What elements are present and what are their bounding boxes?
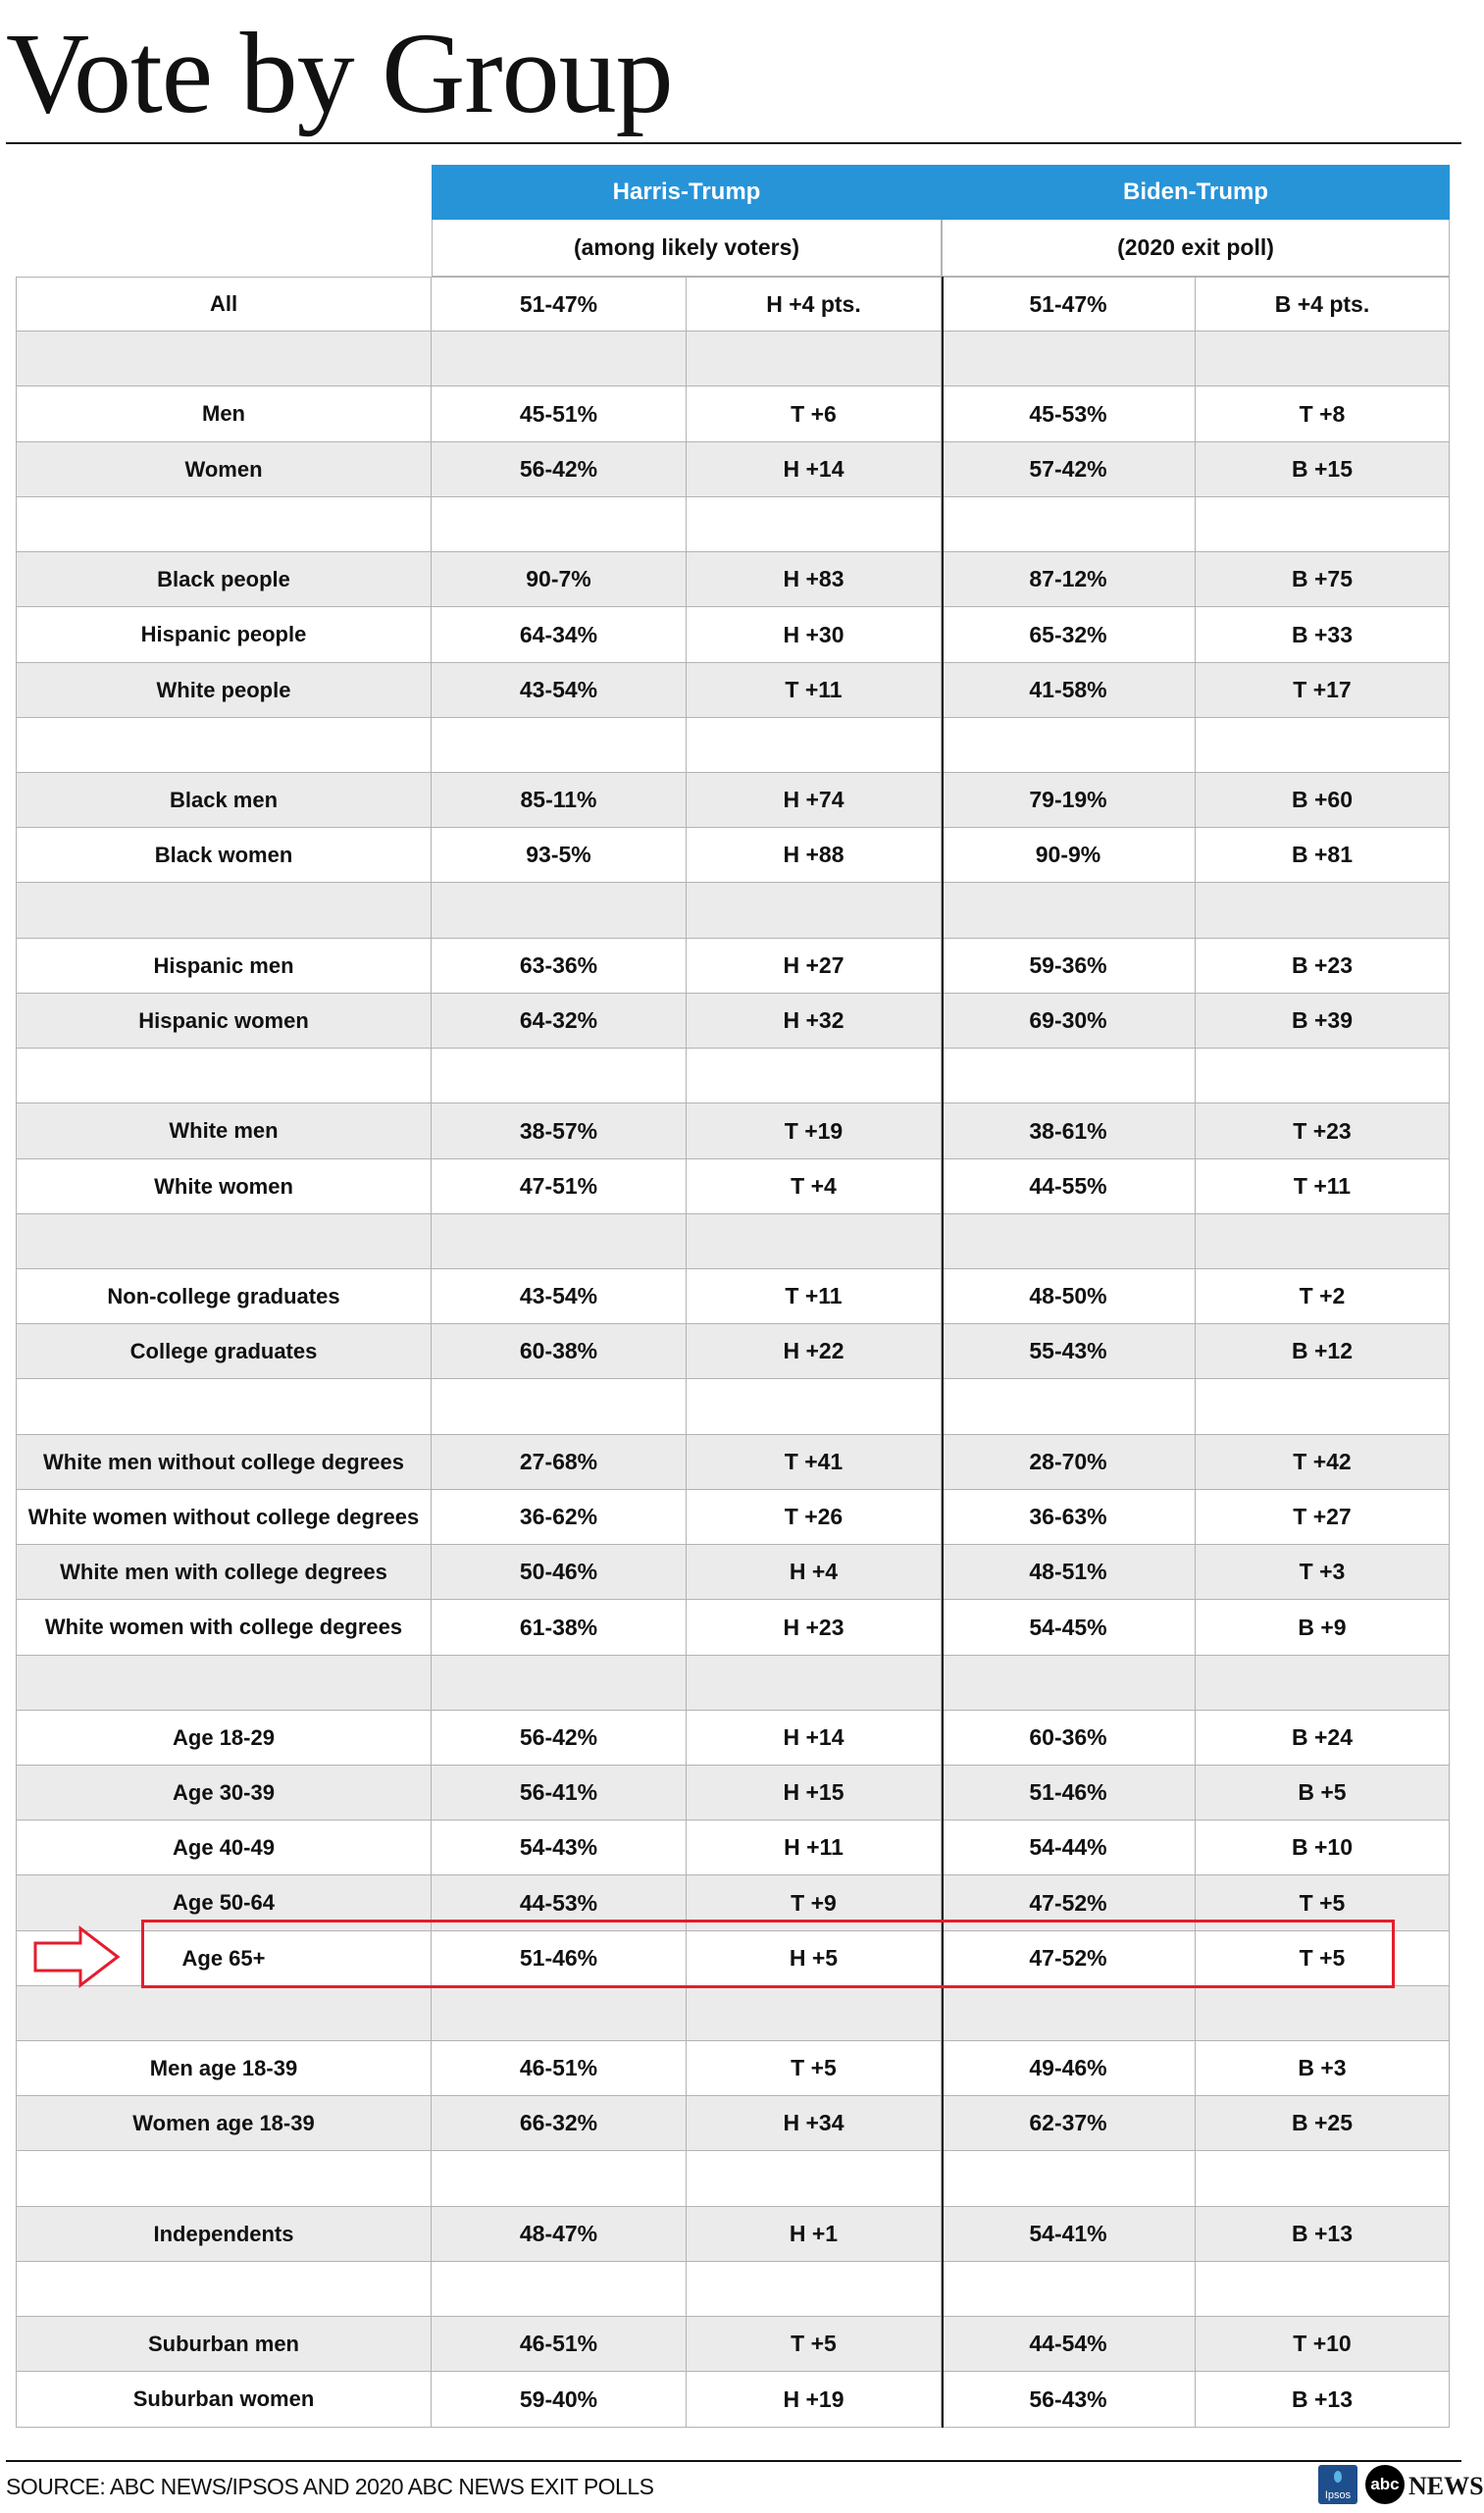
- spacer-cell: [432, 1656, 687, 1711]
- spacer-cell: [432, 883, 687, 939]
- harris-trump-margin: H +74: [687, 773, 942, 828]
- row-label: White women: [16, 1159, 432, 1214]
- harris-trump-share: 36-62%: [432, 1490, 687, 1545]
- row-label: Age 30-39: [16, 1766, 432, 1821]
- biden-trump-margin: T +23: [1196, 1103, 1450, 1159]
- abc-logo: abc: [1365, 2465, 1405, 2504]
- spacer-cell: [687, 1379, 942, 1435]
- harris-trump-margin: H +4 pts.: [687, 277, 942, 332]
- row-label: Men: [16, 386, 432, 442]
- row-label: Hispanic people: [16, 607, 432, 663]
- row-label: White people: [16, 663, 432, 718]
- harris-trump-share: 46-51%: [432, 2317, 687, 2372]
- harris-trump-margin: T +6: [687, 386, 942, 442]
- biden-trump-margin: B +13: [1196, 2207, 1450, 2262]
- biden-trump-margin: T +5: [1196, 1931, 1450, 1986]
- biden-trump-margin: T +27: [1196, 1490, 1450, 1545]
- row-label: Women: [16, 442, 432, 497]
- biden-trump-margin: T +3: [1196, 1545, 1450, 1600]
- biden-trump-margin: T +17: [1196, 663, 1450, 718]
- spacer-cell: [432, 2151, 687, 2207]
- harris-trump-margin: T +5: [687, 2041, 942, 2096]
- row-label: Suburban men: [16, 2317, 432, 2372]
- spacer-cell: [16, 2262, 432, 2317]
- harris-trump-share: 46-51%: [432, 2041, 687, 2096]
- biden-trump-margin: B +12: [1196, 1324, 1450, 1379]
- biden-trump-margin: T +5: [1196, 1875, 1450, 1931]
- spacer-cell: [16, 1049, 432, 1103]
- harris-trump-share: 56-41%: [432, 1766, 687, 1821]
- spacer-cell: [687, 497, 942, 552]
- harris-trump-share: 51-46%: [432, 1931, 687, 1986]
- harris-trump-share: 54-43%: [432, 1821, 687, 1875]
- biden-trump-share: 69-30%: [942, 994, 1196, 1049]
- spacer-cell: [687, 1656, 942, 1711]
- spacer-cell: [942, 332, 1196, 386]
- biden-trump-margin: B +60: [1196, 773, 1450, 828]
- harris-trump-margin: T +26: [687, 1490, 942, 1545]
- news-logo: NEWS: [1408, 2472, 1484, 2500]
- biden-trump-share: 62-37%: [942, 2096, 1196, 2151]
- harris-trump-share: 64-32%: [432, 994, 687, 1049]
- harris-trump-share: 59-40%: [432, 2372, 687, 2428]
- harris-trump-margin: T +19: [687, 1103, 942, 1159]
- spacer-cell: [1196, 1379, 1450, 1435]
- biden-trump-margin: B +81: [1196, 828, 1450, 883]
- spacer-cell: [942, 2262, 1196, 2317]
- biden-trump-margin: B +3: [1196, 2041, 1450, 2096]
- biden-trump-share: 48-50%: [942, 1269, 1196, 1324]
- biden-trump-margin: B +9: [1196, 1600, 1450, 1656]
- spacer-cell: [687, 2151, 942, 2207]
- biden-trump-margin: B +25: [1196, 2096, 1450, 2151]
- row-label: All: [16, 277, 432, 332]
- spacer-cell: [16, 1214, 432, 1269]
- spacer-cell: [687, 1214, 942, 1269]
- spacer-cell: [687, 2262, 942, 2317]
- column-group-divider: [942, 277, 944, 2428]
- spacer-cell: [16, 1986, 432, 2041]
- harris-trump-share: 51-47%: [432, 277, 687, 332]
- harris-trump-margin: H +14: [687, 1711, 942, 1766]
- biden-trump-margin: B +13: [1196, 2372, 1450, 2428]
- harris-trump-margin: T +11: [687, 1269, 942, 1324]
- subheader-exit-poll: (2020 exit poll): [942, 220, 1450, 277]
- row-label: Age 40-49: [16, 1821, 432, 1875]
- harris-trump-share: 45-51%: [432, 386, 687, 442]
- spacer-cell: [432, 1379, 687, 1435]
- spacer-cell: [687, 718, 942, 773]
- biden-trump-margin: B +15: [1196, 442, 1450, 497]
- biden-trump-share: 44-55%: [942, 1159, 1196, 1214]
- biden-trump-share: 54-45%: [942, 1600, 1196, 1656]
- harris-trump-share: 60-38%: [432, 1324, 687, 1379]
- spacer-cell: [942, 1049, 1196, 1103]
- row-label: White women without college degrees: [16, 1490, 432, 1545]
- biden-trump-margin: B +24: [1196, 1711, 1450, 1766]
- biden-trump-share: 79-19%: [942, 773, 1196, 828]
- biden-trump-margin: B +4 pts.: [1196, 277, 1450, 332]
- row-label: Non-college graduates: [16, 1269, 432, 1324]
- biden-trump-share: 59-36%: [942, 939, 1196, 994]
- biden-trump-share: 54-41%: [942, 2207, 1196, 2262]
- biden-trump-share: 56-43%: [942, 2372, 1196, 2428]
- harris-trump-share: 64-34%: [432, 607, 687, 663]
- row-label: Men age 18-39: [16, 2041, 432, 2096]
- row-label: Black men: [16, 773, 432, 828]
- spacer-cell: [942, 2151, 1196, 2207]
- header-biden-trump: Biden-Trump: [942, 165, 1450, 220]
- harris-trump-share: 56-42%: [432, 442, 687, 497]
- harris-trump-margin: T +11: [687, 663, 942, 718]
- spacer-cell: [687, 883, 942, 939]
- spacer-cell: [432, 497, 687, 552]
- source-note: SOURCE: ABC NEWS/IPSOS AND 2020 ABC NEWS EXIT POLLS: [6, 2474, 654, 2499]
- row-label: Black people: [16, 552, 432, 607]
- spacer-cell: [16, 2151, 432, 2207]
- harris-trump-margin: T +9: [687, 1875, 942, 1931]
- biden-trump-margin: T +11: [1196, 1159, 1450, 1214]
- harris-trump-margin: H +34: [687, 2096, 942, 2151]
- spacer-cell: [1196, 1214, 1450, 1269]
- harris-trump-share: 43-54%: [432, 663, 687, 718]
- spacer-cell: [432, 332, 687, 386]
- harris-trump-margin: H +22: [687, 1324, 942, 1379]
- harris-trump-share: 43-54%: [432, 1269, 687, 1324]
- harris-trump-margin: H +4: [687, 1545, 942, 1600]
- row-label: White men without college degrees: [16, 1435, 432, 1490]
- biden-trump-share: 47-52%: [942, 1875, 1196, 1931]
- harris-trump-share: 47-51%: [432, 1159, 687, 1214]
- spacer-cell: [1196, 2151, 1450, 2207]
- row-label: Age 50-64: [16, 1875, 432, 1931]
- harris-trump-margin: T +4: [687, 1159, 942, 1214]
- biden-trump-margin: B +10: [1196, 1821, 1450, 1875]
- row-label: White men with college degrees: [16, 1545, 432, 1600]
- harris-trump-share: 44-53%: [432, 1875, 687, 1931]
- spacer-cell: [1196, 1986, 1450, 2041]
- harris-trump-margin: H +88: [687, 828, 942, 883]
- biden-trump-share: 65-32%: [942, 607, 1196, 663]
- spacer-cell: [16, 1379, 432, 1435]
- harris-trump-margin: T +41: [687, 1435, 942, 1490]
- spacer-cell: [942, 497, 1196, 552]
- biden-trump-margin: T +2: [1196, 1269, 1450, 1324]
- row-label: Suburban women: [16, 2372, 432, 2428]
- biden-trump-margin: T +10: [1196, 2317, 1450, 2372]
- spacer-cell: [432, 1214, 687, 1269]
- harris-trump-margin: H +27: [687, 939, 942, 994]
- biden-trump-share: 51-47%: [942, 277, 1196, 332]
- harris-trump-share: 90-7%: [432, 552, 687, 607]
- harris-trump-share: 48-47%: [432, 2207, 687, 2262]
- biden-trump-margin: B +39: [1196, 994, 1450, 1049]
- biden-trump-share: 54-44%: [942, 1821, 1196, 1875]
- spacer-cell: [1196, 497, 1450, 552]
- row-label: Age 65+: [16, 1931, 432, 1986]
- biden-trump-share: 49-46%: [942, 2041, 1196, 2096]
- harris-trump-margin: T +5: [687, 2317, 942, 2372]
- biden-trump-share: 45-53%: [942, 386, 1196, 442]
- biden-trump-share: 28-70%: [942, 1435, 1196, 1490]
- biden-trump-share: 60-36%: [942, 1711, 1196, 1766]
- header-harris-trump: Harris-Trump: [432, 165, 942, 220]
- biden-trump-share: 41-58%: [942, 663, 1196, 718]
- spacer-cell: [687, 1986, 942, 2041]
- ipsos-logo-text: Ipsos: [1324, 2489, 1352, 2501]
- biden-trump-share: 87-12%: [942, 552, 1196, 607]
- biden-trump-share: 55-43%: [942, 1324, 1196, 1379]
- spacer-cell: [687, 1049, 942, 1103]
- spacer-cell: [942, 1986, 1196, 2041]
- spacer-cell: [1196, 1049, 1450, 1103]
- spacer-cell: [16, 718, 432, 773]
- spacer-cell: [432, 2262, 687, 2317]
- harris-trump-margin: H +30: [687, 607, 942, 663]
- spacer-cell: [16, 883, 432, 939]
- biden-trump-share: 57-42%: [942, 442, 1196, 497]
- footer-rule: [6, 2460, 1461, 2462]
- harris-trump-share: 63-36%: [432, 939, 687, 994]
- page-title: Vote by Group: [6, 9, 673, 137]
- spacer-cell: [1196, 718, 1450, 773]
- harris-trump-share: 50-46%: [432, 1545, 687, 1600]
- ipsos-logo-mark: [1334, 2471, 1342, 2483]
- subheader-likely-voters: (among likely voters): [432, 220, 942, 277]
- biden-trump-margin: B +23: [1196, 939, 1450, 994]
- harris-trump-share: 27-68%: [432, 1435, 687, 1490]
- biden-trump-margin: T +42: [1196, 1435, 1450, 1490]
- biden-trump-share: 51-46%: [942, 1766, 1196, 1821]
- spacer-cell: [16, 1656, 432, 1711]
- harris-trump-margin: H +5: [687, 1931, 942, 1986]
- harris-trump-share: 93-5%: [432, 828, 687, 883]
- harris-trump-share: 56-42%: [432, 1711, 687, 1766]
- biden-trump-margin: B +33: [1196, 607, 1450, 663]
- biden-trump-margin: B +5: [1196, 1766, 1450, 1821]
- row-label: White men: [16, 1103, 432, 1159]
- spacer-cell: [16, 497, 432, 552]
- row-label: Independents: [16, 2207, 432, 2262]
- spacer-cell: [16, 332, 432, 386]
- spacer-cell: [687, 332, 942, 386]
- row-label: Age 18-29: [16, 1711, 432, 1766]
- ipsos-logo: [1318, 2465, 1357, 2504]
- row-label: Women age 18-39: [16, 2096, 432, 2151]
- biden-trump-share: 44-54%: [942, 2317, 1196, 2372]
- spacer-cell: [942, 1379, 1196, 1435]
- harris-trump-margin: H +19: [687, 2372, 942, 2428]
- spacer-cell: [432, 1049, 687, 1103]
- row-label: White women with college degrees: [16, 1600, 432, 1656]
- harris-trump-margin: H +23: [687, 1600, 942, 1656]
- harris-trump-margin: H +1: [687, 2207, 942, 2262]
- spacer-cell: [1196, 1656, 1450, 1711]
- row-label: Hispanic men: [16, 939, 432, 994]
- biden-trump-margin: T +8: [1196, 386, 1450, 442]
- spacer-cell: [942, 1214, 1196, 1269]
- spacer-cell: [942, 1656, 1196, 1711]
- highlight-arrow-icon: [33, 1925, 124, 1988]
- spacer-cell: [1196, 883, 1450, 939]
- biden-trump-share: 47-52%: [942, 1931, 1196, 1986]
- biden-trump-share: 48-51%: [942, 1545, 1196, 1600]
- harris-trump-share: 38-57%: [432, 1103, 687, 1159]
- highlight-box: [141, 1920, 1395, 1988]
- harris-trump-margin: H +15: [687, 1766, 942, 1821]
- spacer-cell: [942, 883, 1196, 939]
- spacer-cell: [1196, 2262, 1450, 2317]
- row-label: Black women: [16, 828, 432, 883]
- biden-trump-share: 38-61%: [942, 1103, 1196, 1159]
- row-label: College graduates: [16, 1324, 432, 1379]
- harris-trump-share: 85-11%: [432, 773, 687, 828]
- harris-trump-share: 66-32%: [432, 2096, 687, 2151]
- biden-trump-share: 36-63%: [942, 1490, 1196, 1545]
- row-label: Hispanic women: [16, 994, 432, 1049]
- biden-trump-margin: B +75: [1196, 552, 1450, 607]
- harris-trump-margin: H +83: [687, 552, 942, 607]
- spacer-cell: [1196, 332, 1450, 386]
- spacer-cell: [432, 1986, 687, 2041]
- biden-trump-share: 90-9%: [942, 828, 1196, 883]
- spacer-cell: [432, 718, 687, 773]
- harris-trump-margin: H +32: [687, 994, 942, 1049]
- spacer-cell: [942, 718, 1196, 773]
- harris-trump-margin: H +14: [687, 442, 942, 497]
- harris-trump-margin: H +11: [687, 1821, 942, 1875]
- harris-trump-share: 61-38%: [432, 1600, 687, 1656]
